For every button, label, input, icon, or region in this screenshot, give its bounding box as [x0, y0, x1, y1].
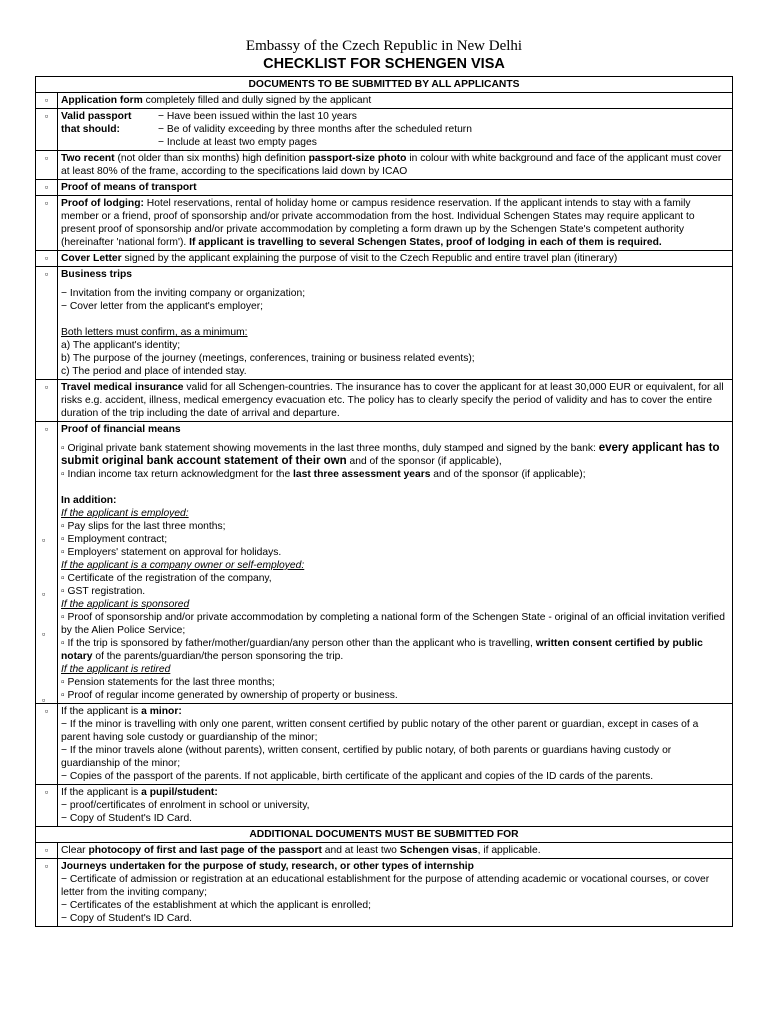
small-box-icon: ▫: [61, 586, 65, 597]
section-all-applicants: DOCUMENTS TO BE SUBMITTED BY ALL APPLICANTS: [36, 77, 733, 93]
student-item: [58, 785, 733, 827]
checkbox[interactable]: ▫: [36, 785, 58, 827]
cover-heading: Cover Letter: [61, 253, 122, 264]
checklist-row: [36, 785, 733, 827]
journeys-item: [58, 859, 733, 927]
checklist-row: [36, 267, 733, 380]
itr-text: Indian income tax return acknowledgment for the: [67, 469, 294, 480]
emp-text: Employers' statement on approval for holidays.: [67, 547, 282, 558]
photocopy-bold: Schengen visas: [399, 845, 478, 856]
owner-line: [61, 572, 729, 585]
minor-intro: If the applicant is: [61, 706, 142, 717]
owner-heading: If the applicant is a company owner or self-employed:: [61, 560, 305, 571]
photocopy-item: [58, 843, 733, 859]
financial-heading: Proof of financial means: [61, 424, 181, 435]
checkbox[interactable]: ▫: [36, 151, 58, 180]
employed-line: [61, 546, 729, 559]
embassy-name: Embassy of the Czech Republic in New Delhi: [245, 38, 523, 54]
checklist-row: [36, 843, 733, 859]
cover-text: signed by the applicant explaining the purpose of visit to the Czech Republic and entire travel plan (itinerary): [121, 253, 618, 264]
checklist-row: [36, 151, 733, 180]
photo-bold: passport-size photo: [308, 153, 407, 164]
itr-bold: last three assessment years: [293, 469, 431, 480]
checkbox[interactable]: ▫: [36, 704, 58, 785]
owner-text: Certificate of the registration of the company,: [67, 573, 272, 584]
employed-line: [61, 520, 729, 533]
checkbox[interactable]: ▫: [36, 109, 58, 151]
checklist-row: [36, 93, 733, 109]
business-line: − Invitation from the inviting company or organization;: [61, 288, 306, 299]
checklist-row: [36, 422, 733, 704]
passport-line: − Have been issued within the last 10 years: [158, 111, 357, 122]
employed-line: [61, 533, 729, 546]
bank-text: Original private bank statement showing movements in the last three months, duly stamped and signed by the bank:: [67, 443, 599, 454]
emp-text: Employment contract;: [67, 534, 168, 545]
item-text: completely filled and dully signed by the applicant: [142, 95, 372, 106]
bank-end: and of the sponsor (if applicable),: [346, 456, 502, 467]
sponsored-line: [61, 637, 729, 663]
bank-statement: [61, 442, 729, 468]
small-box-icon: ▫: [61, 547, 65, 558]
minor-heading: a minor:: [141, 706, 182, 717]
itr-end: and of the sponsor (if applicable);: [430, 469, 586, 480]
photocopy-text: , if applicable.: [477, 845, 541, 856]
insurance-heading: Travel medical insurance: [61, 382, 184, 393]
checkbox[interactable]: ▫: [36, 93, 58, 109]
checkbox[interactable]: ▫: [36, 251, 58, 267]
checkbox[interactable]: ▫: [36, 267, 58, 380]
checklist-row: [36, 251, 733, 267]
retired-text: Pension statements for the last three months;: [67, 677, 275, 688]
section-additional: ADDITIONAL DOCUMENTS MUST BE SUBMITTED FOR: [36, 827, 733, 843]
sponsored-heading: If the applicant is sponsored: [61, 599, 190, 610]
passport-item: [58, 109, 733, 151]
insurance-text: valid for all Schengen-countries. The insurance has to cover the applicant for at least 30,000 EUR or equivalent, for all risks e.g. accident, illness, medical emergency evacuation etc. The policy has to clearly specify the period of validity and has to cover the entire duration of the trip including the date of arrival and departure.: [61, 382, 724, 419]
checkbox[interactable]: ▫: [42, 695, 46, 705]
photocopy-text: Clear: [61, 845, 89, 856]
small-box-icon: ▫: [61, 690, 65, 701]
business-heading: Business trips: [61, 269, 132, 280]
small-box-icon: ▫: [61, 469, 65, 480]
small-box-icon: ▫: [61, 534, 65, 545]
passport-line: − Include at least two empty pages: [158, 137, 317, 148]
page-title: CHECKLIST FOR SCHENGEN VISA: [263, 56, 505, 72]
section-header-row: [36, 827, 733, 843]
cover-letter-item: [58, 251, 733, 267]
journeys-line: − Copy of Student's ID Card.: [61, 913, 193, 924]
checkbox[interactable]: ▫: [36, 843, 58, 859]
business-item: [58, 267, 733, 380]
sponsored-text: Proof of sponsorship and/or private accommodation by completing a national form of the Schengen State - original of an official invitation verified by the Alien Police Service;: [61, 612, 725, 636]
student-line: − Copy of Student's ID Card.: [61, 813, 193, 824]
checkbox[interactable]: ▫: [36, 196, 58, 251]
owner-line: [61, 585, 729, 598]
small-box-icon: ▫: [61, 638, 65, 649]
student-heading: a pupil/student:: [141, 787, 218, 798]
minor-item: [58, 704, 733, 785]
business-line: c) The period and place of intended stay.: [61, 366, 247, 377]
sponsored-bold: written consent certified by public notary: [61, 638, 703, 662]
checkbox[interactable]: ▫: [42, 589, 46, 599]
passport-label: Valid passport: [61, 111, 132, 122]
sponsored-line: [61, 611, 729, 637]
minor-line: − If the minor is travelling with only one parent, written consent certified by public notary of the other parent or guardian, except in cases of a parent having sole custody or guardianship of the minor;: [61, 719, 699, 743]
photo-bold: Two recent: [61, 153, 115, 164]
transport-item: [58, 180, 733, 196]
checklist-row: [36, 180, 733, 196]
checklist-row: [36, 109, 733, 151]
retired-line: [61, 676, 729, 689]
minor-line: − Copies of the passport of the parents. If not applicable, birth certificate of the applicant and copies of the ID cards of the parents.: [61, 771, 654, 782]
small-box-icon: ▫: [61, 612, 65, 623]
checkbox[interactable]: ▫: [42, 629, 46, 639]
emp-text: Pay slips for the last three months;: [67, 521, 226, 532]
checkbox[interactable]: ▫: [36, 180, 58, 196]
sponsored-text: If the trip is sponsored by father/mother/guardian/any person other than the applicant who is travelling,: [67, 638, 536, 649]
application-form-item: [58, 93, 733, 109]
checkbox[interactable]: ▫: [36, 859, 58, 927]
passport-line: − Be of validity exceeding by three months after the scheduled return: [158, 124, 472, 135]
lodging-heading: Proof of lodging:: [61, 198, 144, 209]
minor-line: − If the minor travels alone (without parents), written consent, certified by public notary, of both parents or guardians having custody or guardianship of the minor;: [61, 745, 672, 769]
passport-label-2: that should:: [61, 124, 120, 135]
small-box-icon: ▫: [61, 677, 65, 688]
journeys-line: − Certificate of admission or registration at an educational establishment for the purpose of attending academic or vocational courses, or cover letter from the inviting company;: [61, 874, 710, 898]
business-line: − Cover letter from the applicant's employer;: [61, 301, 263, 312]
retired-text: Proof of regular income generated by ownership of property or business.: [67, 690, 398, 701]
itr-statement: [61, 468, 729, 481]
business-line: a) The applicant's identity;: [61, 340, 181, 351]
small-box-icon: ▫: [61, 573, 65, 584]
owner-text: GST registration.: [67, 586, 146, 597]
photo-item: [58, 151, 733, 180]
bank-bold: every applicant has to submit original bank account statement of their own: [61, 442, 720, 467]
checklist-row: [36, 196, 733, 251]
checklist-row: [36, 704, 733, 785]
photo-text: in colour with white background and face of the applicant must cover at least 80% of the frame, according to the specifications laid down by ICAO: [61, 153, 722, 177]
retired-heading: If the applicant is retired: [61, 664, 171, 675]
checklist-row: [36, 380, 733, 422]
photo-text: (not older than six months) high definition: [114, 153, 309, 164]
journeys-heading: Journeys undertaken for the purpose of study, research, or other types of internship: [61, 861, 474, 872]
small-box-icon: ▫: [61, 521, 65, 532]
checkbox[interactable]: ▫: [36, 380, 58, 422]
lodging-item: [58, 196, 733, 251]
journeys-line: − Certificates of the establishment at which the applicant is enrolled;: [61, 900, 371, 911]
insurance-item: [58, 380, 733, 422]
checkbox[interactable]: ▫: [36, 422, 58, 704]
lodging-note: If applicant is travelling to several Schengen States, proof of lodging in each of them is required.: [189, 237, 662, 248]
checkbox[interactable]: ▫: [42, 535, 46, 545]
student-line: − proof/certificates of enrolment in school or university,: [61, 800, 310, 811]
student-intro: If the applicant is: [61, 787, 142, 798]
checklist-row: [36, 859, 733, 927]
photocopy-text: and at least two: [321, 845, 400, 856]
small-box-icon: ▫: [61, 443, 65, 454]
business-confirm: Both letters must confirm, as a minimum:: [61, 327, 248, 338]
sponsored-text: of the parents/guardian/the person sponsoring the trip.: [92, 651, 344, 662]
section-header-row: [36, 77, 733, 93]
employed-heading: If the applicant is employed:: [61, 508, 189, 519]
retired-line: [61, 689, 729, 702]
lodging-text: Hotel reservations, rental of holiday home or campus residence reservation. If the applicant intends to stay with a family member or a friend, proof of sponsorship and/or private accommodation from the host. Individual Schengen States may require applicant to present proof of sponsorship and/or private accommodation by completing a form drawn up by the Schengen State's competent authority (hereinafter 'national form').: [61, 198, 695, 248]
in-addition: In addition:: [61, 495, 117, 506]
item-heading: Application form: [61, 95, 143, 106]
business-line: b) The purpose of the journey (meetings, conferences, training or business related events);: [61, 353, 475, 364]
photocopy-bold: photocopy of first and last page of the passport: [88, 845, 322, 856]
checklist-table: [35, 76, 733, 927]
financial-item: [58, 422, 733, 704]
transport-heading: Proof of means of transport: [61, 182, 197, 193]
